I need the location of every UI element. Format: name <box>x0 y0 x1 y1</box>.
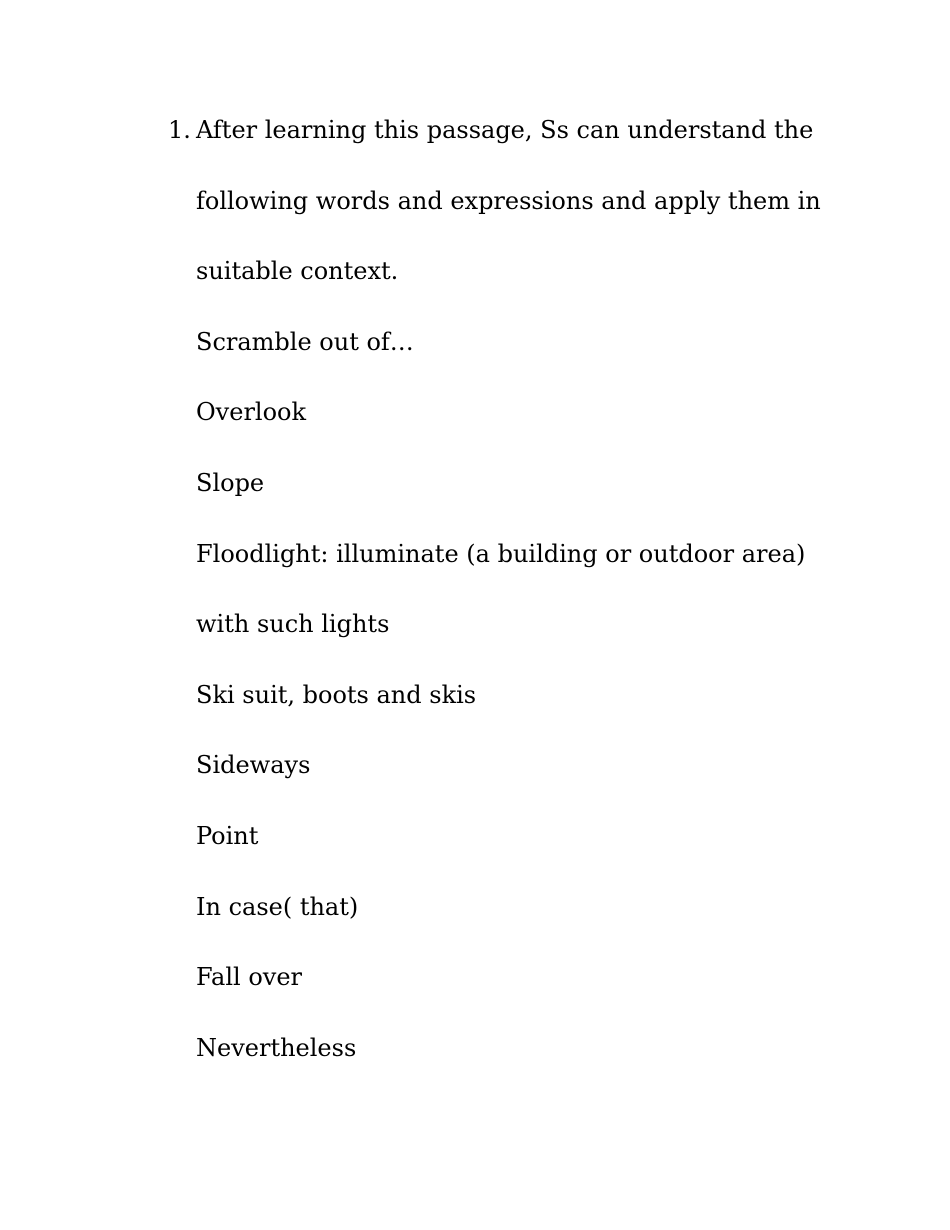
vocabulary-term: In case( that) <box>196 892 359 921</box>
document-content <box>168 95 828 1083</box>
vocabulary-term: Scramble out of… <box>196 327 414 356</box>
numbered-list-item <box>168 95 828 1083</box>
vocabulary-term: Sideways <box>196 751 311 780</box>
vocabulary-term: Overlook <box>196 398 307 427</box>
intro-line: following words and expressions and apply them in <box>196 186 821 215</box>
vocabulary-term: Fall over <box>196 963 302 992</box>
vocabulary-term: with such lights <box>196 610 390 639</box>
vocabulary-term: Ski suit, boots and skis <box>196 680 477 709</box>
vocabulary-term: Slope <box>196 468 265 497</box>
intro-line: suitable context. <box>196 257 399 286</box>
intro-line: After learning this passage, Ss can understand the <box>196 116 814 144</box>
vocabulary-term: Point <box>196 821 259 850</box>
vocabulary-term: Floodlight: illuminate (a building or outdoor area) <box>196 539 806 568</box>
vocabulary-term: Nevertheless <box>196 1033 357 1062</box>
list-number: 1. <box>168 116 191 144</box>
list-item-body <box>196 95 828 1083</box>
